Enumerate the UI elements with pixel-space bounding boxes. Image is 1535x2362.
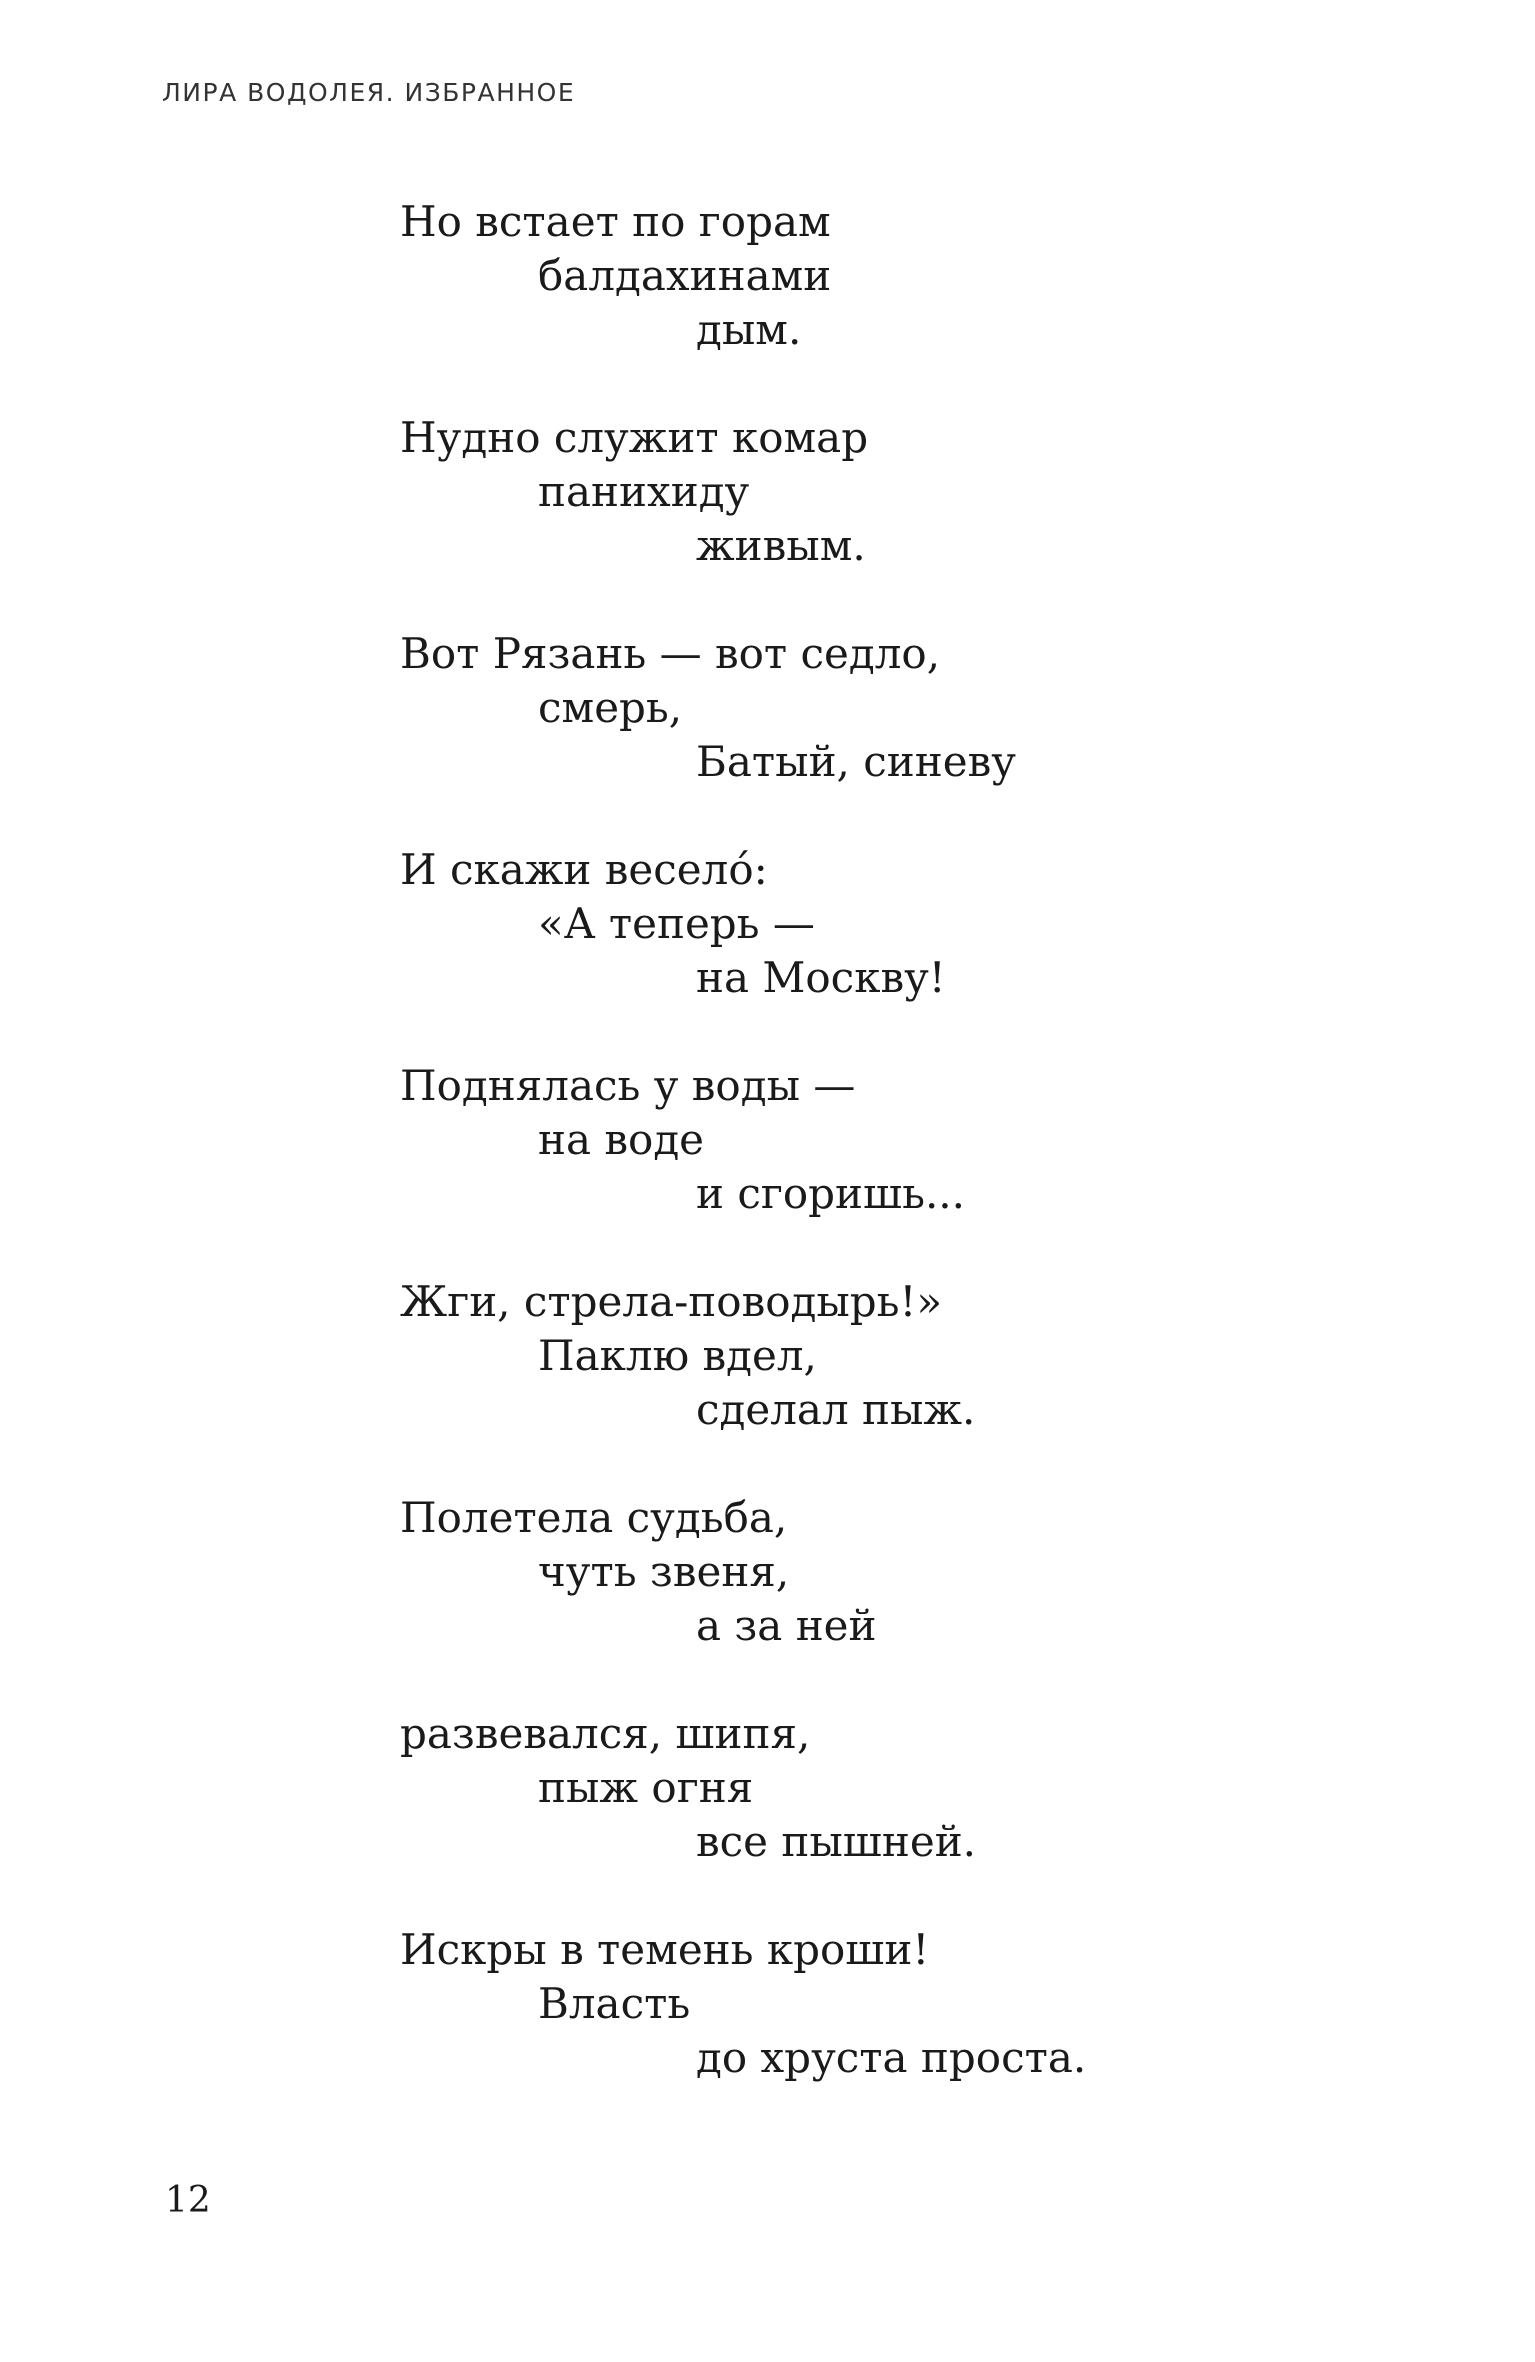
poem-line: И скажи весело́: bbox=[400, 845, 768, 894]
poem-line: панихиду bbox=[538, 467, 750, 516]
poem-line: Батый, синеву bbox=[696, 737, 1016, 786]
running-header: ЛИРА ВОДОЛЕЯ. ИЗБРАННОЕ bbox=[162, 78, 576, 107]
poem-line: Жги, стрела-поводырь!» bbox=[400, 1277, 943, 1326]
poem-line: Вот Рязань — вот седло, bbox=[400, 629, 941, 678]
poem-line: сделал пыж. bbox=[696, 1385, 976, 1434]
stanza bbox=[400, 195, 1400, 357]
poem-line: «А теперь — bbox=[538, 899, 815, 948]
stanza bbox=[400, 1491, 1400, 1653]
stanza bbox=[400, 843, 1400, 1005]
poem-line: развевался, шипя, bbox=[400, 1709, 811, 1758]
poem-line: Паклю вдел, bbox=[538, 1331, 817, 1380]
poem-line: чуть звеня, bbox=[538, 1547, 790, 1596]
poem-line: на Москву! bbox=[696, 953, 946, 1002]
poem-line: Нудно служит комар bbox=[400, 413, 869, 462]
poem-line: на воде bbox=[538, 1115, 705, 1164]
poem-line: дым. bbox=[696, 305, 802, 354]
poem-line: пыж огня bbox=[538, 1763, 754, 1812]
poem-line: все пышней. bbox=[696, 1817, 977, 1866]
poem-line: Власть bbox=[538, 1979, 691, 2028]
poem-line: смерь, bbox=[538, 683, 683, 732]
poem-line: Искры в темень кроши! bbox=[400, 1925, 930, 1974]
poem-line: Полетела судьба, bbox=[400, 1493, 788, 1542]
poem-line: а за ней bbox=[696, 1601, 877, 1650]
poem-line: Поднялась у воды — bbox=[400, 1061, 856, 1110]
stanza bbox=[400, 411, 1400, 573]
stanza bbox=[400, 1275, 1400, 1437]
poem-line: живым. bbox=[696, 521, 866, 570]
stanza bbox=[400, 1707, 1400, 1869]
stanza bbox=[400, 627, 1400, 789]
stanza bbox=[400, 1923, 1400, 2085]
poem-line: до хруста проста. bbox=[696, 2033, 1087, 2082]
page-number: 12 bbox=[165, 2180, 211, 2221]
poem-line: и сгоришь... bbox=[696, 1169, 966, 1218]
poem-line: балдахинами bbox=[538, 251, 832, 300]
poem-line: Но встает по горам bbox=[400, 197, 831, 246]
stanza bbox=[400, 1059, 1400, 1221]
poem-body bbox=[400, 195, 1400, 2139]
